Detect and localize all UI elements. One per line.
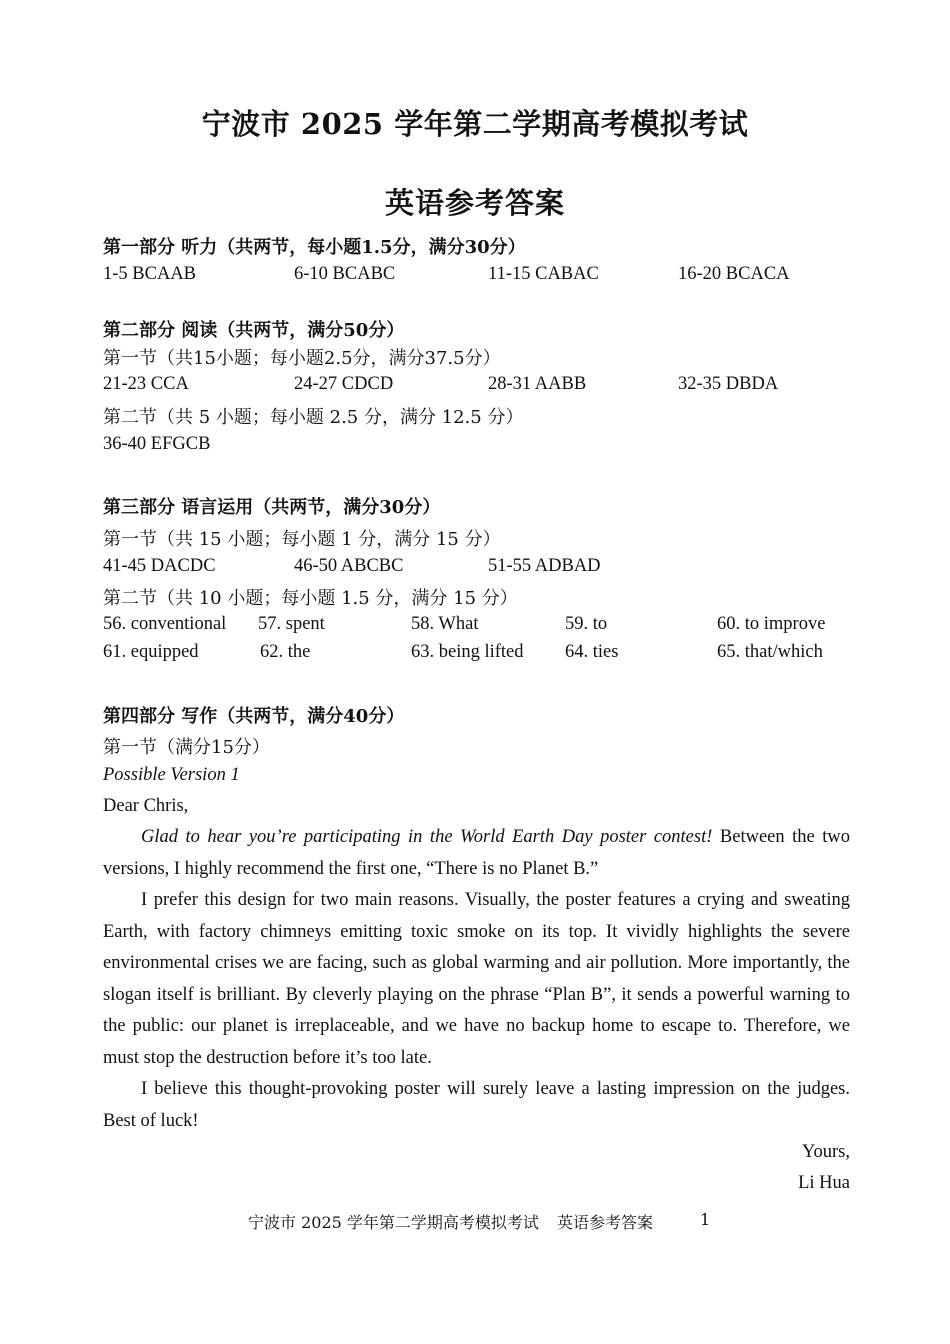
essay-paragraph [103,822,850,885]
part4-section1-heading: 第一节（满分15分） [103,737,270,758]
answer-item: 56. conventional [103,614,227,634]
page-title: 宁波市 2025 学年第二学期高考模拟考试 [201,107,749,141]
essay-body [103,822,850,1137]
answer-item: 46-50 ABCBC [294,556,404,576]
version-label: Possible Version 1 [103,765,240,785]
answer-item: 11-15 CABAC [488,264,599,284]
part2-heading: 第二部分 阅读（共两节，满分50分） [103,320,405,341]
answer-item: 60. to improve [717,614,826,634]
answer-item: 65. that/which [717,642,823,662]
part3-heading: 第三部分 语言运用（共两节，满分30分） [103,497,441,518]
footer-doc-name: 英语参考答案 [557,1213,654,1232]
answer-item: 24-27 CDCD [294,374,394,394]
part3-section1-heading: 第一节（共 15 小题；每小题 1 分，满分 15 分） [103,529,501,550]
essay-paragraph: I believe this thought-provoking poster will surely leave a lasting impression on the judges. Best of luck! [103,1079,850,1131]
answer-item: 36-40 EFGCB [103,434,211,454]
answer-item: 32-35 DBDA [678,374,779,394]
essay-opening-rest: Between the two versions, I highly recommend the first one, “There is no Planet B.” [103,827,851,879]
answer-item: 64. ties [565,642,619,662]
footer-exam-name: 宁波市 2025 学年第二学期高考模拟考试 [248,1213,539,1232]
page-number: 1 [700,1210,711,1229]
answer-item: 21-23 CCA [103,374,189,394]
part3-section2-heading: 第二节（共 10 小题；每小题 1.5 分，满分 15 分） [103,588,518,609]
answer-item: 51-55 ADBAD [488,556,601,576]
salutation: Dear Chris, [103,796,189,816]
answer-item: 61. equipped [103,642,199,662]
answer-item: 28-31 AABB [488,374,587,394]
answer-item: 57. spent [258,614,325,634]
part2-section2-heading: 第二节（共 5 小题；每小题 2.5 分，满分 12.5 分） [103,407,524,428]
part1-heading: 第一部分 听力（共两节，每小题1.5分，满分30分） [103,237,526,258]
part4-heading: 第四部分 写作（共两节，满分40分） [103,706,405,727]
essay-opening: Glad to hear you’re participating in the World Earth Day poster contest! [141,827,713,847]
answer-item: 41-45 DACDC [103,556,216,576]
part2-section1-heading: 第一节（共15小题；每小题2.5分，满分37.5分） [103,348,501,369]
answer-item: 58. What [411,614,479,634]
answer-item: 63. being lifted [411,642,524,662]
answer-item: 6-10 BCABC [294,264,396,284]
essay-paragraph: I prefer this design for two main reasons. Visually, the poster features a crying and sweating Earth, with factory chimneys emitting toxic smoke on its top. It vividly highlights the severe environmental crises we are facing, such as global warming and air pollution. More importantly, the slogan itself is brilliant. By cleverly playing on the phrase “Plan B”, it sends a powerful warning to the public: our planet is irreplaceable, and we have no backup home to escape to. Therefore, we must stop the destruction before it’s too late. [103,890,850,1068]
signature: Li Hua [798,1173,850,1193]
closing: Yours, [802,1142,850,1162]
page-subtitle: 英语参考答案 [384,186,565,220]
answer-item: 1-5 BCAAB [103,264,197,284]
answer-item: 16-20 BCACA [678,264,790,284]
answer-item: 62. the [260,642,311,662]
answer-item: 59. to [565,614,608,634]
